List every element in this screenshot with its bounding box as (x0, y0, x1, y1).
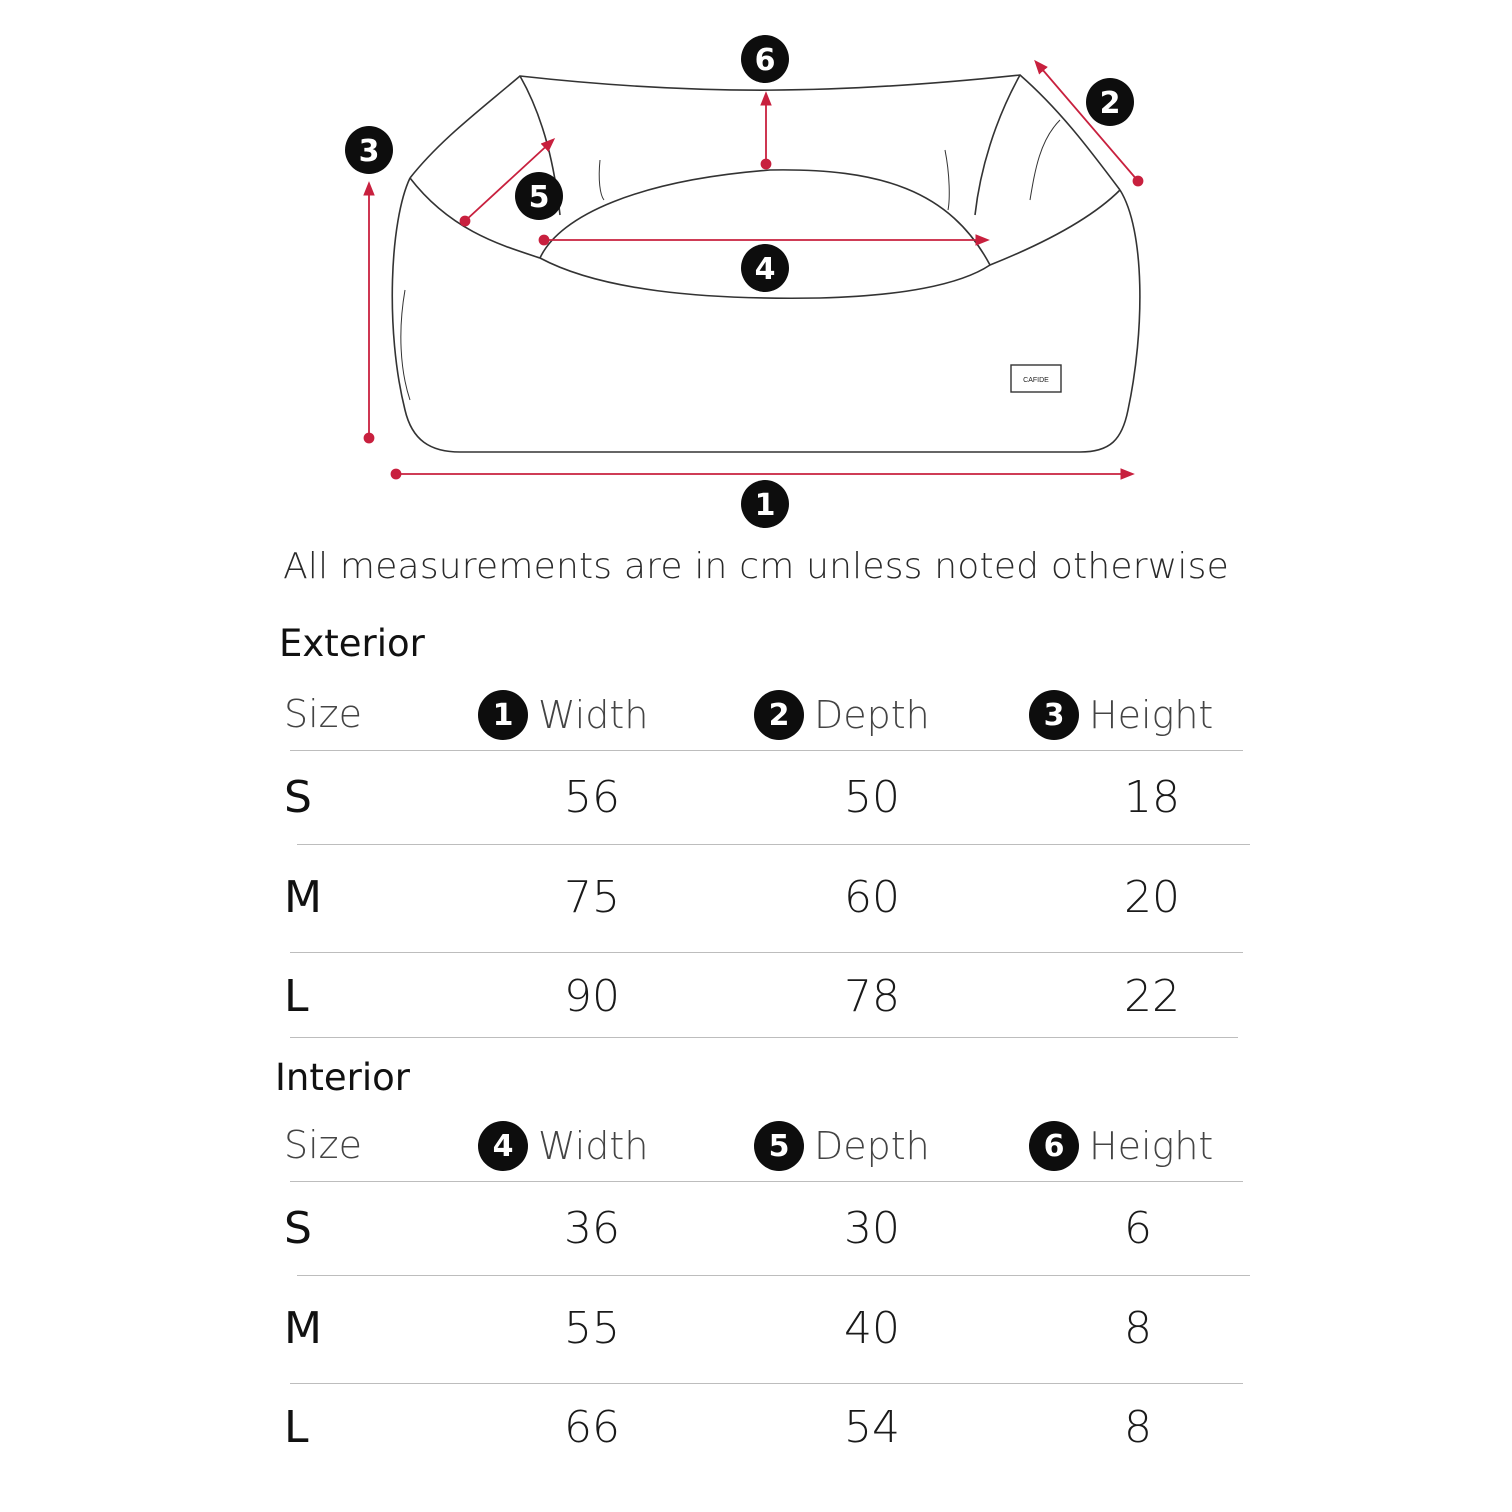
divider (297, 844, 1250, 845)
height-header-label: Height (1089, 1124, 1214, 1168)
brand-tag (1011, 365, 1061, 392)
badge-1: 1 (478, 690, 528, 740)
exterior-row-depth: 78 (844, 971, 900, 1022)
marker-badges (345, 35, 1134, 528)
svg-text:6: 6 (754, 43, 776, 78)
exterior-width-header (478, 690, 648, 740)
exterior-size-header (284, 692, 362, 736)
exterior-row-depth: 50 (844, 772, 900, 823)
exterior-row-height: 20 (1124, 872, 1180, 923)
marker-3 (345, 126, 393, 174)
depth-header-label: Depth (814, 693, 930, 737)
badge-2: 2 (754, 690, 804, 740)
exterior-row-height: 22 (1124, 971, 1180, 1022)
interior-row-height: 8 (1124, 1303, 1152, 1354)
units-note: All measurements are in cm unless noted otherwise (283, 546, 1229, 587)
marker-1 (741, 480, 789, 528)
exterior-row-height: 18 (1124, 772, 1180, 823)
depth-header-label: Depth (814, 1124, 930, 1168)
marker-5 (515, 172, 563, 220)
interior-width-header (478, 1121, 648, 1171)
svg-text:1: 1 (754, 488, 776, 523)
exterior-row-width: 90 (564, 971, 620, 1022)
marker-4 (741, 244, 789, 292)
interior-row-size: S (284, 1203, 312, 1254)
interior-row-depth: 30 (844, 1203, 900, 1254)
marker-6 (741, 35, 789, 83)
interior-row-size: L (284, 1402, 309, 1453)
divider (297, 1275, 1250, 1276)
exterior-depth-header (754, 690, 930, 740)
width-header-label: Width (538, 1124, 649, 1168)
badge-6: 6 (1029, 1121, 1079, 1171)
badge-5: 5 (754, 1121, 804, 1171)
interior-height-header (1029, 1121, 1213, 1171)
divider (290, 952, 1243, 953)
svg-text:CAFIDE: CAFIDE (1023, 377, 1049, 384)
exterior-row-size: L (284, 971, 309, 1022)
divider (290, 1181, 1243, 1182)
interior-row-width: 55 (564, 1303, 620, 1354)
interior-title: Interior (275, 1056, 410, 1099)
svg-text:5: 5 (528, 180, 550, 215)
interior-size-header (284, 1123, 362, 1167)
divider (290, 750, 1243, 751)
exterior-height-header (1029, 690, 1213, 740)
bed-dimension-diagram (0, 0, 1512, 540)
interior-row-height: 8 (1124, 1402, 1152, 1453)
exterior-row-width: 56 (564, 772, 620, 823)
interior-row-height: 6 (1124, 1203, 1152, 1254)
exterior-row-width: 75 (564, 872, 620, 923)
divider (290, 1383, 1243, 1384)
exterior-row-depth: 60 (844, 872, 900, 923)
size-header-label: Size (284, 1123, 363, 1167)
interior-row-width: 66 (564, 1402, 620, 1453)
interior-row-size: M (284, 1303, 322, 1354)
svg-text:4: 4 (754, 252, 776, 287)
height-header-label: Height (1089, 693, 1214, 737)
width-header-label: Width (538, 693, 649, 737)
svg-text:3: 3 (358, 134, 380, 169)
badge-3: 3 (1029, 690, 1079, 740)
exterior-row-size: S (284, 772, 312, 823)
interior-depth-header (754, 1121, 930, 1171)
marker-2 (1086, 78, 1134, 126)
divider (290, 1037, 1238, 1038)
exterior-title: Exterior (279, 622, 425, 665)
interior-row-depth: 40 (844, 1303, 900, 1354)
exterior-row-size: M (284, 872, 322, 923)
badge-4: 4 (478, 1121, 528, 1171)
size-header-label: Size (284, 692, 363, 736)
interior-row-depth: 54 (844, 1402, 900, 1453)
svg-text:2: 2 (1099, 86, 1121, 121)
interior-row-width: 36 (564, 1203, 620, 1254)
